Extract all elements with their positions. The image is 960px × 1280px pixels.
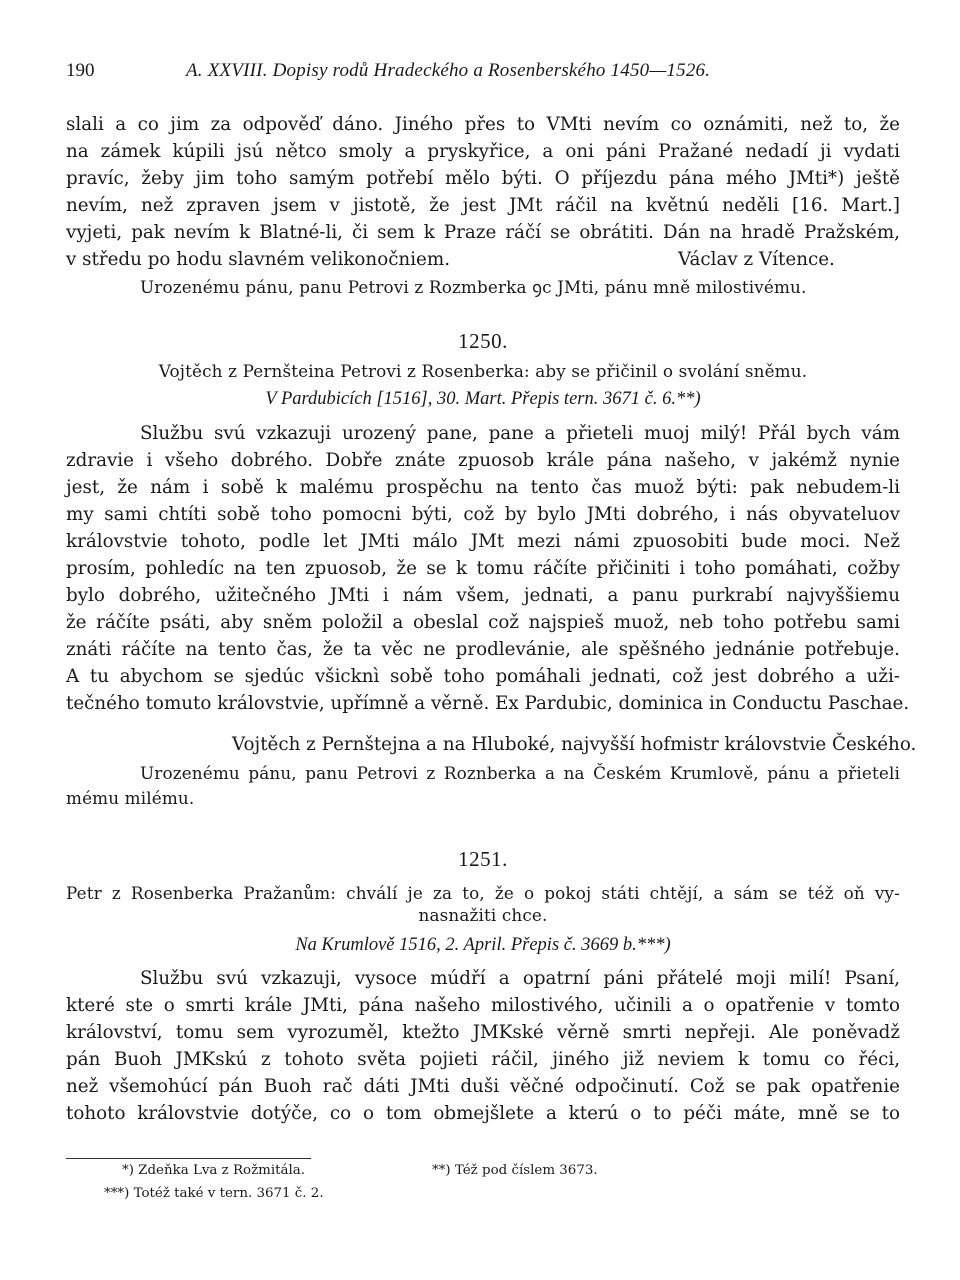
letter-number: 1251.: [458, 847, 508, 871]
text-line: zdravie i všeho dobrého. Dobře znáte zpuosob krále pána našeho, v jakémž nynie: [66, 450, 900, 471]
address: Urozenému pánu, panu Petrovi z Rozmberka ꝯc JMti, pánu mně milostivému.: [140, 277, 807, 297]
signature: Václav z Vítence.: [678, 249, 835, 270]
text-line: vyjeti, pak nevím k Blatné-li, či sem k Praze ráčí se obrátiti. Dán na hradě Pražském,: [66, 222, 900, 243]
text-line: tečného tomuto královstvie, upřímně a věrně. Ex Pardubic, dominica in Conductu Paschae.: [66, 693, 910, 714]
text-line: slali a co jim za odpověď dáno. Jiného přes to VMti nevím co oznámiti, než to, že: [66, 114, 900, 135]
text-line: pravíc, žeby jim toho samým potřebí mělo býti. O příjezdu pána mého JMti*) ještě: [66, 168, 900, 189]
text-line: které ste o smrti krále JMti, pána našeho milostivého, učinili a o opatřenie v tomto: [66, 995, 900, 1016]
address: mému milému.: [66, 788, 195, 808]
footnote: *) Zdeňka Lva z Rožmitála.: [122, 1163, 306, 1178]
letter-summary: Vojtěch z Pernšteina Petrovi z Rosenberka: aby se přičinil o svolání sněmu.: [158, 361, 808, 381]
footnote-rule: [66, 1158, 311, 1159]
text-line: A tu abychom se sjedúc všicknì sobě toho pomáhali jednati, což jest dobrého a uži-: [66, 666, 900, 687]
text-line: pán Buoh JMKskú z tohoto světa pojieti ráčil, jiného již neviem k tomu co řéci,: [66, 1049, 900, 1070]
text-line: my sami chtíti sobě toho pomocni býti, což by bylo JMti dobrého, i nás obyvateluov: [66, 504, 900, 525]
text-line: královstvie tohoto, podle let JMti málo JMt mezi námi zpuosobiti bude moci. Než: [66, 531, 900, 552]
text-line: v středu po hodu slavném velikonočniem.: [66, 249, 451, 270]
address: Urozenému pánu, panu Petrovi z Roznberka a na Českém Krumlově, pánu a přieteli: [140, 763, 900, 783]
footnote: ***) Totéž také v tern. 3671 č. 2.: [104, 1186, 324, 1201]
letter-source: Na Krumlově 1516, 2. April. Přepis č. 3669 b.***): [295, 935, 671, 955]
footnote: **) Též pod číslem 3673.: [432, 1163, 598, 1178]
letter-source: V Pardubicích [1516], 30. Mart. Přepis tern. 3671 č. 6.**): [265, 389, 701, 409]
letter-summary: nasnažiti chce.: [418, 905, 548, 925]
running-header: [66, 60, 906, 90]
signature: Vojtěch z Pernštejna a na Hluboké, najvyšší hofmistr královstvie Českého.: [232, 734, 917, 755]
text-line: království, tomu sem vyrozuměl, ktežto JMKské věrně smrti nepřeji. Ale poněvadž: [66, 1022, 900, 1043]
page-number: 190: [66, 60, 95, 81]
text-line: nevím, než zpraven jsem v jistotě, že jest JMt ráčil na květnú neděli [16. Mart.]: [66, 195, 900, 216]
text-line: že ráčíte psáti, aby sněm položil a obeslal což najspieš muož, neb toho potřebu sami: [66, 612, 900, 633]
letter-number: 1250.: [458, 329, 508, 353]
letter-summary: Petr z Rosenberka Pražanům: chválí je za to, že o pokoj státi chtějí, a sám se též oň vy-: [66, 883, 900, 903]
text-line: tohoto královstvie dotýče, co o tom obmejšlete a kterú o to péči máte, mně se to: [66, 1103, 900, 1124]
text-line: Službu svú vzkazuji, vysoce múdří a opatrní páni přátelé moji milí! Psaní,: [140, 968, 900, 989]
running-title: A. XXVIII. Dopisy rodů Hradeckého a Rosenberského 1450—1526.: [186, 60, 711, 81]
text-line: znáti ráčíte na tento čas, že ta věc ne prodlevánie, ale spěšného jednánie potřebuje.: [66, 639, 900, 660]
text-line: prosím, pohledíc na ten zpuosob, že se k tomu ráčíte přičiniti i toho pomáhati, cožby: [66, 558, 900, 579]
text-line: Službu svú vzkazuji urozený pane, pane a přieteli muoj milý! Přál bych vám: [140, 423, 900, 444]
text-line: bylo dobrého, užitečného JMti i nám všem, jednati, a panu purkrabí najvyššiemu: [66, 585, 900, 606]
text-line: na zámek kúpili jsú nětco smoly a pryskyřice, a oni páni Pražané nedadí ji vydati: [66, 141, 900, 162]
text-line: jest, že nám i sobě k malému prospěchu na tento čas muož býti: pak nebudem-li: [66, 477, 900, 498]
text-line: než všemohúcí pán Buoh rač dáti JMti duši věčné odpočinutí. Což se pak opatřenie: [66, 1076, 900, 1097]
